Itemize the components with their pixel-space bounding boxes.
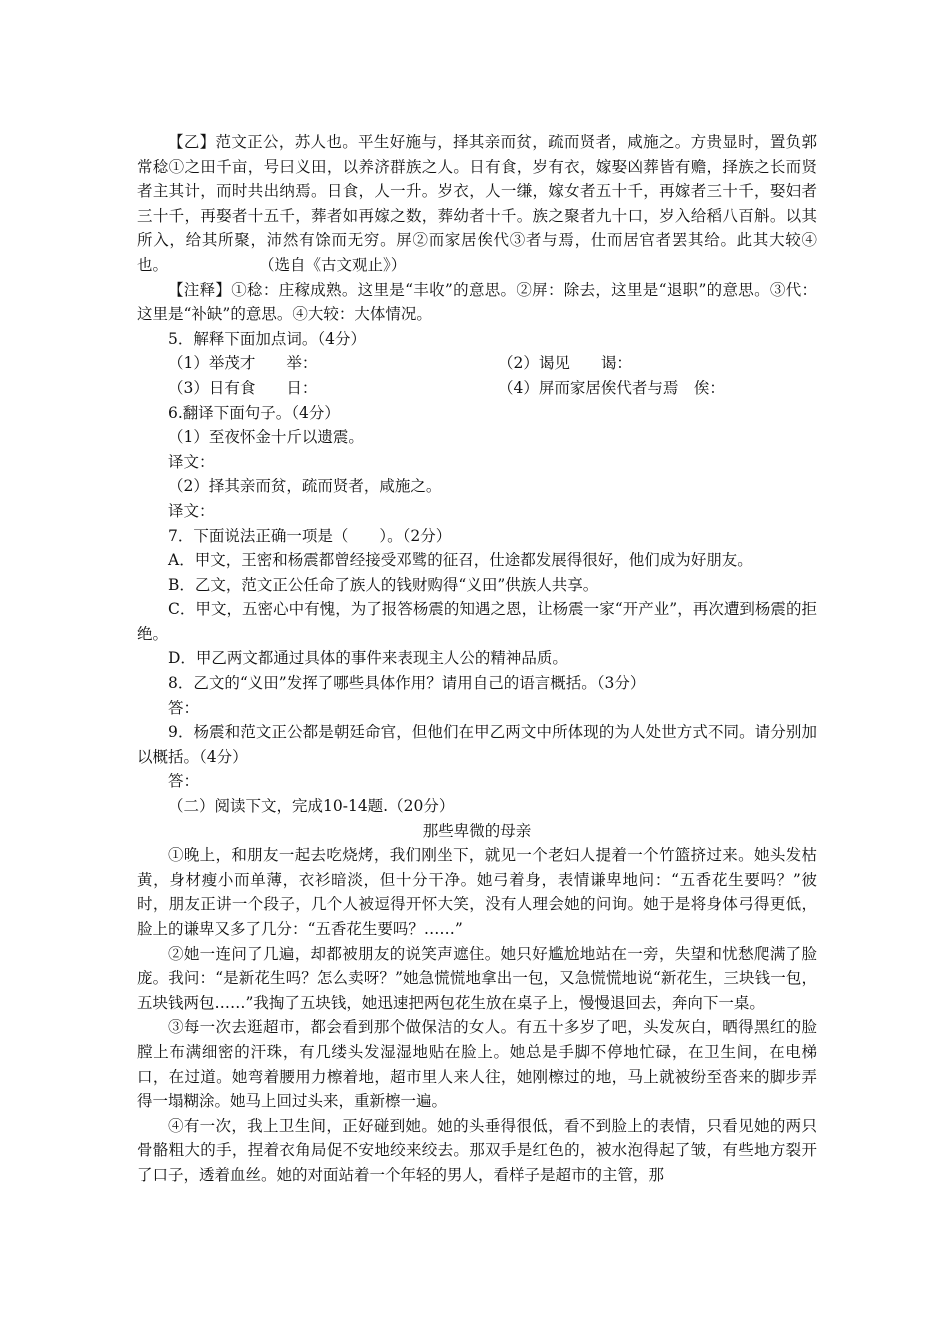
article-paragraph-1: ①晚上，和朋友一起去吃烧烤，我们刚坐下，就见一个老妇人提着一个竹篮挤过来。她头发枯黄，身材瘦小而单薄，衣衫暗淡，但十分干净。她弓着身，表情谦卑地问：“五香花生要吗？”彼时，朋友正讲一个段子，几个人被逗得开怀大笑，没有人理会她的问询。她于是将身体弓得更低，脸上的谦卑又多了几分：“五香花生要吗？……” [137, 846, 817, 938]
article-paragraph-4: ④有一次，我上卫生间，正好碰到她。她的头垂得很低，看不到脸上的表情，只看见她的两只骨骼粗大的手，捏着衣角局促不安地绞来绞去。那双手是红色的，被水泡得起了皱，有些地方裂开了口子，透着血丝。她的对面站着一个年轻的男人，看样子是超市的主管，那 [137, 1116, 817, 1184]
q7-option-b: B．乙文，范文正公任命了族人的钱财购得“义田”供族人共享。 [168, 575, 599, 594]
q9-answer-label: 答： [168, 772, 200, 791]
q5-row-1 [137, 351, 817, 376]
q8-answer-label: 答： [168, 698, 200, 717]
article-title: 那些卑微的母亲 [422, 821, 532, 840]
q6-answer-label-1: 译文： [168, 452, 215, 471]
q7-option-c: C．甲文，五密心中有愧，为了报答杨震的知遇之恩，让杨震一家“开产业”，再次遭到杨震的拒绝。 [137, 600, 817, 643]
q6-sentence-2: （2）择其亲而贫，疏而贤者，咸施之。 [168, 477, 442, 496]
q7-stem: 7．下面说法正确一项是（ ）。（2分） [168, 526, 452, 545]
article-paragraph-3: ③每一次去逛超市，都会看到那个做保洁的女人。有五十多岁了吧，头发灰白，晒得黑红的脸膛上布满细密的汗珠，有几缕头发湿湿地贴在脸上。她总是手脚不停地忙碌，在卫生间，在电梯口，在过道。她弯着腰用力檫着地，超市里人来人往，她刚檫过的地，马上就被纷至沓来的脚步弄得一塌糊涂。她马上回过头来，重新檫一遍。 [137, 1018, 817, 1111]
q5-item-4: （4）屏而家居俟代者与焉 俟： [498, 378, 725, 397]
document-page [137, 130, 817, 1188]
section-2-heading: （二）阅读下文，完成10-14题.（20分） [168, 797, 455, 816]
q5-item-3: （3）日有食 日： [168, 378, 318, 397]
q6-sentence-1: （1）至夜怀金十斤以遗震。 [168, 428, 364, 447]
q5-item-1: （1）举茂才 举： [168, 354, 318, 373]
q5-stem: 5．解释下面加点词。（4分） [168, 329, 366, 348]
q5-item-2: （2）谒见 谒： [498, 354, 632, 373]
q7-option-d: D．甲乙两文都通过具体的事件来表现主人公的精神品质。 [168, 649, 568, 668]
notes: 【注释】①稔：庄稼成熟。这里是“丰收”的意思。②屏：除去，这里是“退职”的意思。③代：这里是“补缺”的意思。④大较：大体情况。 [137, 280, 817, 324]
q8-stem: 8．乙文的“义田”发挥了哪些具体作用？请用自己的语言概括。（3分） [168, 674, 646, 693]
q7-option-a: A．甲文，王密和杨震都曾经接受邓骘的征召，仕途都发展得很好，他们成为好朋友。 [168, 551, 753, 570]
passage-yi-text: 【乙】范文正公，苏人也。平生好施与，择其亲而贫，疏而贤者，咸施之。方贵显时，置负郭常稔①之田千亩，号曰义田，以养济群族之人。日有食，岁有衣，嫁娶凶葬皆有赡，择族之长而贤者主其计，而时共出纳焉。日食，人一升。岁衣，人一缣，嫁女者五十千，再嫁者三十千，娶妇者三十千，再娶者十五千，葬者如再嫁之数，葬幼者十千。族之聚者九十口，岁入给稻八百斛。以其所入，给其所聚，沛然有馀而无穷。屏②而家居俟代③者与焉，仕而居官者罢其给。此其大较④也。 [137, 133, 817, 274]
q5-row-2 [137, 376, 817, 401]
passage-yi [137, 130, 817, 278]
q6-answer-label-2: 译文： [168, 501, 215, 520]
q6-stem: 6.翻译下面句子。（4分） [168, 403, 340, 422]
q9-stem: 9．杨震和范文正公都是朝廷命官，但他们在甲乙两文中所体现的为人处世方式不同。请分别加以概括。（4分） [137, 723, 817, 766]
article-paragraph-2: ②她一连问了几遍，却都被朋友的说笑声遮住。她只好尴尬地站在一旁，失望和忧愁爬满了脸庞。我问：“是新花生吗？怎么卖呀？”她急慌慌地拿出一包，又急慌慌地说“新花生，三块钱一包，五块钱两包……”我掏了五块钱，她迅速把两包花生放在桌子上，慢慢退回去，奔向下一桌。 [137, 944, 817, 1012]
passage-yi-source: （选自《古文观止》） [259, 255, 407, 274]
